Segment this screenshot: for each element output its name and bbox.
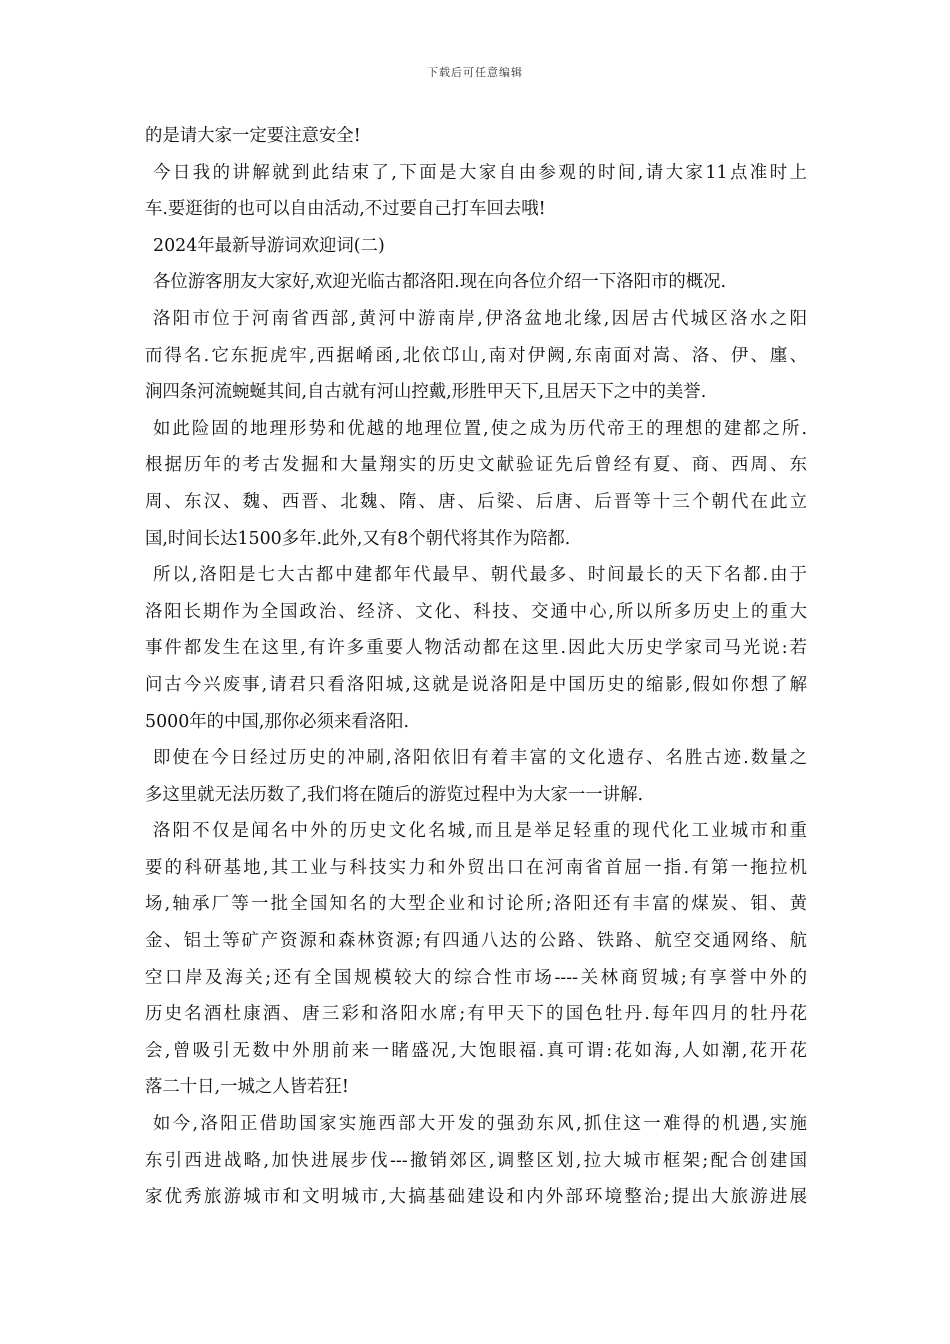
text-line: 涧四条河流蜿蜒其间,自古就有河山控戴,形胜甲天下,且居天下之中的美誉.	[145, 382, 707, 403]
page-header: 下载后可任意编辑	[427, 66, 523, 79]
text-line: 车.要逛街的也可以自由活动,不过要自己打车回去哦!	[145, 199, 546, 220]
text-line: 洛阳不仅是闻名中外的历史文化名城,而且是举足轻重的现代化工业城市和重	[153, 821, 807, 842]
text-line: 2024年最新导游词欢迎词(二)	[153, 235, 385, 256]
text-line: 东引西进战略,加快进展步伐---撤销郊区,调整区划,拉大城市框架;配合创建国	[145, 1150, 807, 1171]
text-line: 事件都发生在这里,有许多重要人物活动都在这里.因此大历史学家司马光说:若	[145, 638, 807, 659]
text-line: 所以,洛阳是七大古都中建都年代最早、朝代最多、时间最长的天下名都.由于	[153, 565, 807, 586]
text-line: 多这里就无法历数了,我们将在随后的游览过程中为大家一一讲解.	[145, 784, 643, 805]
text-line: 要的科研基地,其工业与科技实力和外贸出口在河南省首屈一指.有第一拖拉机	[145, 857, 807, 878]
text-line: 洛阳市位于河南省西部,黄河中游南岸,伊洛盆地北缘,因居古代城区洛水之阳	[153, 308, 807, 329]
text-line: 周、东汉、魏、西晋、北魏、隋、唐、后梁、后唐、后晋等十三个朝代在此立	[145, 491, 807, 512]
text-line: 问古今兴废事,请君只看洛阳城,这就是说洛阳是中国历史的缩影,假如你想了解	[145, 674, 807, 695]
text-line: 历史名酒杜康酒、唐三彩和洛阳水席;有甲天下的国色牡丹.每年四月的牡丹花	[145, 1004, 807, 1025]
text-line: 家优秀旅游城市和文明城市,大搞基础建设和内外部环境整治;提出大旅游进展	[145, 1187, 807, 1208]
text-line: 今日我的讲解就到此结束了,下面是大家自由参观的时间,请大家11点准时上	[153, 162, 807, 183]
text-line: 各位游客朋友大家好,欢迎光临古都洛阳.现在向各位介绍一下洛阳市的概况.	[153, 272, 727, 293]
text-line: 即使在今日经过历史的冲刷,洛阳依旧有着丰富的文化遗存、名胜古迹.数量之	[153, 748, 807, 769]
text-line: 金、铝土等矿产资源和森林资源;有四通八达的公路、铁路、航空交通网络、航	[145, 931, 807, 952]
text-line: 根据历年的考古发掘和大量翔实的历史文献验证先后曾经有夏、商、西周、东	[145, 455, 807, 476]
text-line: 如今,洛阳正借助国家实施西部大开发的强劲东风,抓住这一难得的机遇,实施	[153, 1114, 807, 1135]
text-line: 如此险固的地理形势和优越的地理位置,使之成为历代帝王的理想的建都之所.	[153, 418, 807, 439]
text-line: 落二十日,一城之人皆若狂!	[145, 1077, 349, 1098]
text-line: 空口岸及海关;还有全国规模较大的综合性市场----关林商贸城;有享誉中外的	[145, 967, 807, 988]
text-line: 的是请大家一定要注意安全!	[145, 126, 361, 146]
text-line: 5000年的中国,那你必须来看洛阳.	[145, 711, 410, 732]
text-line: 会,曾吸引无数中外朋前来一睹盛况,大饱眼福.真可谓:花如海,人如潮,花开花	[145, 1040, 807, 1061]
document-body	[145, 118, 807, 1216]
text-line: 国,时间长达1500多年.此外,又有8个朝代将其作为陪都.	[145, 528, 571, 549]
text-line: 场,轴承厂等一批全国知名的大型企业和讨论所;洛阳还有丰富的煤炭、钼、黄	[145, 894, 807, 915]
text-line: 洛阳长期作为全国政治、经济、文化、科技、交通中心,所以所多历史上的重大	[145, 601, 807, 622]
text-line: 而得名.它东扼虎牢,西据崤函,北依邙山,南对伊阙,东南面对嵩、洛、伊、廛、	[145, 345, 807, 366]
